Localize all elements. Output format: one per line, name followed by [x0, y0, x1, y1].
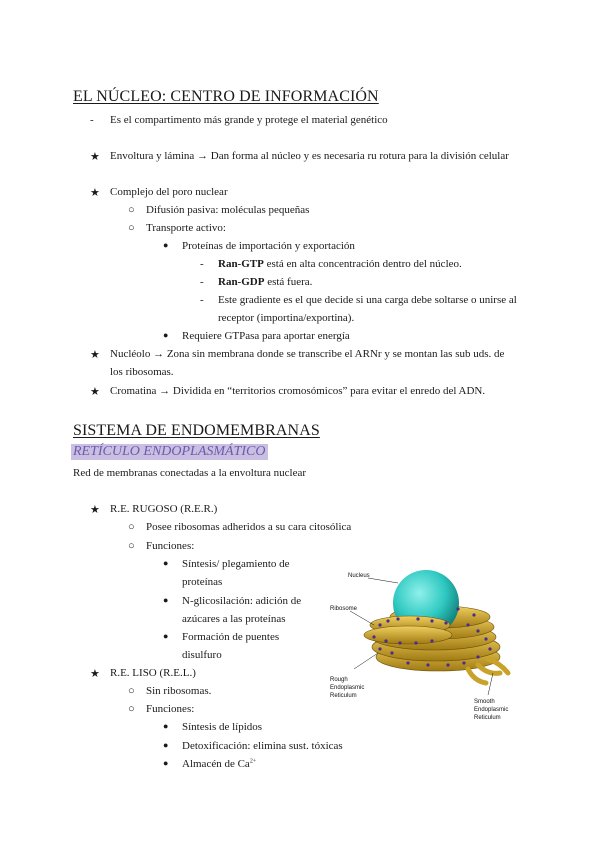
rer-funciones: Funciones:	[146, 540, 195, 552]
poro-pasiva: Difusión pasiva: moléculas pequeñas	[146, 204, 310, 216]
circle-bullet: ○	[128, 703, 135, 715]
rel-f2: Detoxificación: elimina sust. tóxicas	[182, 740, 343, 752]
rer-f2-line2: azúcares a las proteínas	[182, 613, 286, 625]
star-bullet: ★	[90, 151, 100, 163]
dot-bullet: ●	[163, 558, 169, 568]
star-bullet: ★	[90, 386, 100, 398]
dot-bullet: ●	[163, 631, 169, 641]
rel-funciones: Funciones:	[146, 703, 195, 715]
rer-f1-line2: proteínas	[182, 576, 223, 588]
rer-title: R.E. RUGOSO (R.E.R.)	[110, 503, 218, 515]
envoltura-text: Envoltura y lámina → Dan forma al núcleo y es necesaria ru rotura para la división celular	[110, 150, 509, 162]
page-title: EL NÚCLEO: CENTRO DE INFORMACIÓN	[73, 88, 379, 105]
label-rough-2: Endoplasmic	[330, 685, 365, 691]
label-smooth-3: Reticulum	[474, 715, 501, 721]
dot-bullet: ●	[163, 330, 169, 340]
star-bullet: ★	[90, 668, 100, 680]
dash-marker: -	[90, 114, 94, 126]
reticulo-desc: Red de membranas conectadas a la envoltura nuclear	[73, 467, 307, 479]
poro-title: Complejo del poro nuclear	[110, 186, 228, 198]
rer-ribosomas: Posee ribosomas adheridos a su cara citosólica	[146, 521, 352, 533]
star-bullet: ★	[90, 504, 100, 516]
circle-bullet: ○	[128, 540, 135, 552]
endoplasmic-reticulum-diagram	[328, 565, 528, 730]
nucleolo-line2: los ribosomas.	[110, 366, 174, 378]
label-rough-3: Reticulum	[330, 693, 357, 699]
label-ribosome: Ribosome	[330, 606, 358, 612]
rangdp-line	[218, 276, 312, 288]
label-nucleus: Nucleus	[348, 573, 370, 579]
dot-bullet: ●	[163, 721, 169, 731]
rangtp-rest: está en alta concentración dentro del núcleo.	[263, 258, 462, 270]
nucleus-intro: Es el compartimento más grande y protege el material genético	[110, 114, 388, 126]
rangtp-bold: Ran-GTP	[218, 258, 264, 270]
rel-f3-sup: 2+	[249, 758, 257, 765]
rer-f3-line2: disulfuro	[182, 649, 222, 661]
rel-f3-main: Almacén de Ca	[182, 758, 250, 770]
dash-marker: -	[200, 294, 204, 306]
gradiente-line2: receptor (importina/exportina).	[218, 312, 355, 324]
reticulo-title: RETÍCULO ENDOPLASMÁTICO	[73, 444, 266, 459]
label-smooth-2: Endoplasmic	[474, 707, 509, 713]
gradiente-line1: Este gradiente es el que decide si una carga debe soltarse o unirse al	[218, 294, 517, 306]
star-bullet: ★	[90, 187, 100, 199]
poro-activo: Transporte activo:	[146, 222, 226, 234]
nucleolo-line1: Nucléolo → Zona sin membrana donde se transcribe el ARNr y se montan las sub uds. de	[110, 348, 505, 360]
circle-bullet: ○	[128, 222, 135, 234]
rangtp-line	[218, 258, 462, 270]
dot-bullet: ●	[163, 740, 169, 750]
rer-f1-line1: Síntesis/ plegamiento de	[182, 558, 290, 570]
cromatina-text: Cromatina → Dividida en “territorios cromosómicos” para evitar el enredo del ADN.	[110, 385, 486, 397]
circle-bullet: ○	[128, 685, 135, 697]
rel-title: R.E. LISO (R.E.L.)	[110, 667, 196, 679]
section-title: SISTEMA DE ENDOMEMBRANAS	[73, 422, 320, 439]
star-bullet: ★	[90, 349, 100, 361]
rangdp-bold: Ran-GDP	[218, 276, 265, 288]
label-rough-1: Rough	[330, 677, 348, 683]
rer-f3-line1: Formación de puentes	[182, 631, 280, 643]
poro-proteinas: Proteínas de importación y exportación	[182, 240, 355, 252]
rough-er-front	[364, 616, 452, 644]
dash-marker: -	[200, 258, 204, 270]
circle-bullet: ○	[128, 204, 135, 216]
rer-f2-line1: N-glicosilación: adición de	[182, 595, 302, 607]
dot-bullet: ●	[163, 240, 169, 250]
label-smooth-1: Smooth	[474, 699, 495, 705]
dot-bullet: ●	[163, 758, 169, 768]
poro-gtpasa: Requiere GTPasa para aportar energía	[182, 330, 350, 342]
rel-f3	[182, 758, 256, 770]
dot-bullet: ●	[163, 595, 169, 605]
dash-marker: -	[200, 276, 204, 288]
rel-sin: Sin ribosomas.	[146, 685, 212, 697]
circle-bullet: ○	[128, 521, 135, 533]
rangdp-rest: está fuera.	[264, 276, 313, 288]
rel-f1: Síntesis de lípidos	[182, 721, 263, 733]
